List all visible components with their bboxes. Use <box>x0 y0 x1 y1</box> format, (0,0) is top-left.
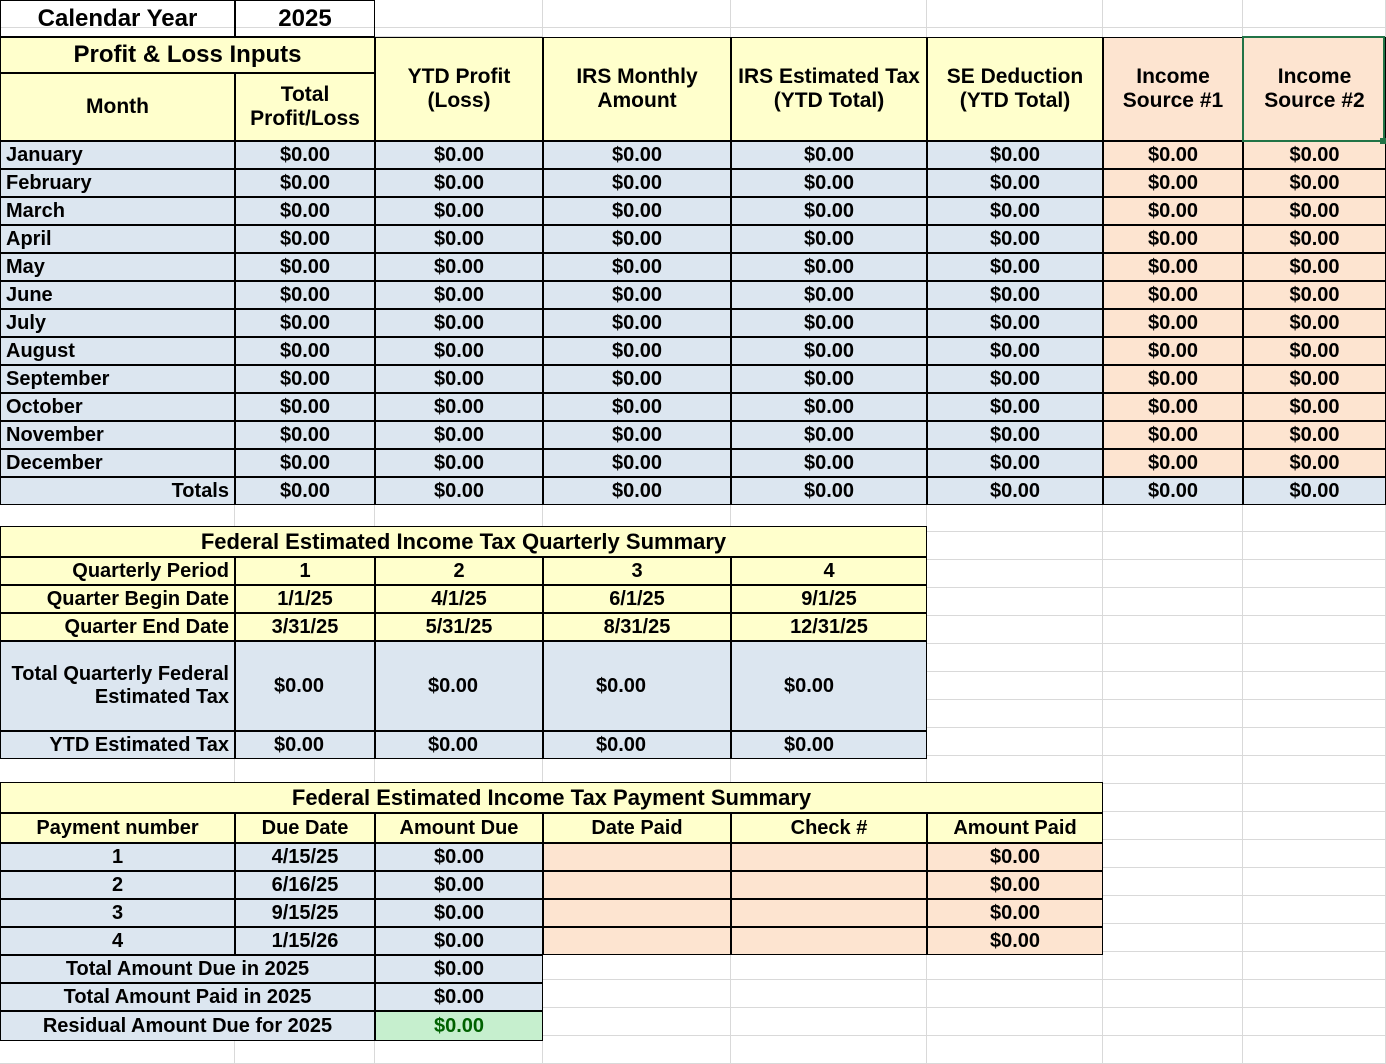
irs-estimated-cell[interactable]: $0.00 <box>731 197 927 225</box>
income-source-2-cell[interactable]: $0.00 <box>1243 449 1386 477</box>
ytd-profit-cell[interactable]: $0.00 <box>375 281 543 309</box>
amount-paid-cell[interactable]: $0.00 <box>927 871 1103 899</box>
month-label: September <box>0 365 235 393</box>
empty-cell[interactable] <box>543 756 731 784</box>
ytd-profit-cell[interactable]: $0.00 <box>375 309 543 337</box>
irs-monthly-cell[interactable]: $0.00 <box>543 141 731 169</box>
income-source-1-cell[interactable]: $0.00 <box>1103 169 1243 197</box>
se-deduction-cell[interactable]: $0.00 <box>927 393 1103 421</box>
se-deduction-cell[interactable]: $0.00 <box>927 449 1103 477</box>
irs-monthly-cell[interactable]: $0.00 <box>543 281 731 309</box>
income-source-2-cell[interactable]: $0.00 <box>1243 281 1386 309</box>
quarter-end-date-cell[interactable]: 3/31/25 <box>235 613 375 641</box>
payment-number-header: Payment number <box>0 813 235 843</box>
quarterly-total-tax-cell[interactable]: $0.00 <box>235 641 375 731</box>
ytd-estimated-tax-cell[interactable]: $0.00 <box>543 731 731 759</box>
payment-number-cell[interactable]: 3 <box>0 899 235 927</box>
empty-cell[interactable] <box>1243 1036 1386 1064</box>
pl-inputs-title: Profit & Loss Inputs <box>0 37 375 73</box>
irs-estimated-cell[interactable]: $0.00 <box>731 281 927 309</box>
check-number-cell[interactable] <box>731 899 927 927</box>
income-source-1-cell[interactable]: $0.00 <box>1103 365 1243 393</box>
total-due-value[interactable]: $0.00 <box>375 955 543 983</box>
empty-cell[interactable] <box>927 560 1103 588</box>
irs-monthly-header: IRS Monthly Amount <box>543 37 731 141</box>
ytd-profit-cell[interactable]: $0.00 <box>375 393 543 421</box>
income-source-2-cell[interactable]: $0.00 <box>1243 365 1386 393</box>
amount-due-cell[interactable]: $0.00 <box>375 871 543 899</box>
ytd-profit-cell[interactable]: $0.00 <box>375 449 543 477</box>
date-paid-cell[interactable] <box>543 899 731 927</box>
irs-monthly-cell[interactable]: $0.00 <box>543 337 731 365</box>
empty-cell[interactable] <box>927 980 1103 1008</box>
quarterly-period-cell[interactable]: 3 <box>543 557 731 585</box>
empty-cell[interactable] <box>1243 952 1386 980</box>
empty-cell[interactable] <box>543 1008 731 1036</box>
empty-cell[interactable] <box>1243 504 1386 532</box>
month-label: May <box>0 253 235 281</box>
irs-estimated-cell[interactable]: $0.00 <box>731 337 927 365</box>
empty-cell[interactable] <box>731 952 927 980</box>
ytd-estimated-tax-cell[interactable]: $0.00 <box>375 731 543 759</box>
irs-monthly-cell[interactable]: $0.00 <box>543 393 731 421</box>
irs-monthly-cell[interactable]: $0.00 <box>543 225 731 253</box>
empty-cell[interactable] <box>1103 532 1243 560</box>
due-date-cell[interactable]: 9/15/25 <box>235 899 375 927</box>
quarter-begin-date-cell[interactable]: 6/1/25 <box>543 585 731 613</box>
irs-estimated-cell[interactable]: $0.00 <box>731 421 927 449</box>
quarter-begin-date-cell[interactable]: 1/1/25 <box>235 585 375 613</box>
empty-cell[interactable] <box>731 756 927 784</box>
total-pl-total[interactable]: $0.00 <box>235 477 375 505</box>
empty-cell[interactable] <box>1103 756 1243 784</box>
irs-estimated-cell[interactable]: $0.00 <box>731 365 927 393</box>
ytd-profit-header: YTD Profit (Loss) <box>375 37 543 141</box>
irs-estimated-cell[interactable]: $0.00 <box>731 225 927 253</box>
empty-cell[interactable] <box>1103 0 1243 28</box>
income-source-1-cell[interactable]: $0.00 <box>1103 281 1243 309</box>
empty-cell[interactable] <box>1243 868 1386 896</box>
empty-cell[interactable] <box>1103 896 1243 924</box>
amount-due-cell[interactable]: $0.00 <box>375 899 543 927</box>
amount-due-header: Amount Due <box>375 813 543 843</box>
quarterly-summary-title: Federal Estimated Income Tax Quarterly Summary <box>0 526 927 557</box>
empty-cell[interactable] <box>1243 644 1386 672</box>
empty-cell[interactable] <box>543 1036 731 1064</box>
se-deduction-cell[interactable]: $0.00 <box>927 337 1103 365</box>
amount-due-cell[interactable]: $0.00 <box>375 843 543 871</box>
income-source-2-cell[interactable]: $0.00 <box>1243 421 1386 449</box>
empty-cell[interactable] <box>927 1008 1103 1036</box>
quarterly-period-cell[interactable]: 1 <box>235 557 375 585</box>
ytd-profit-cell[interactable]: $0.00 <box>375 197 543 225</box>
irs-estimated-cell[interactable]: $0.00 <box>731 141 927 169</box>
month-label: August <box>0 337 235 365</box>
income-source-1-cell[interactable]: $0.00 <box>1103 309 1243 337</box>
check-number-header: Check # <box>731 813 927 843</box>
empty-cell[interactable] <box>1103 616 1243 644</box>
amount-paid-header: Amount Paid <box>927 813 1103 843</box>
total-pl-cell[interactable]: $0.00 <box>235 421 375 449</box>
empty-cell[interactable] <box>375 756 543 784</box>
irs-monthly-cell[interactable]: $0.00 <box>543 197 731 225</box>
quarterly-total-tax-cell[interactable]: $0.00 <box>731 641 927 731</box>
income-source-1-cell[interactable]: $0.00 <box>1103 197 1243 225</box>
empty-cell[interactable] <box>1243 532 1386 560</box>
due-date-cell[interactable]: 4/15/25 <box>235 843 375 871</box>
due-date-header: Due Date <box>235 813 375 843</box>
income-source-2-cell[interactable]: $0.00 <box>1243 309 1386 337</box>
calendar-year-value[interactable]: 2025 <box>235 0 375 37</box>
empty-cell[interactable] <box>1103 504 1243 532</box>
total-pl-cell[interactable]: $0.00 <box>235 253 375 281</box>
empty-cell[interactable] <box>1243 756 1386 784</box>
amount-paid-cell[interactable]: $0.00 <box>927 899 1103 927</box>
date-paid-header: Date Paid <box>543 813 731 843</box>
ytd-profit-cell[interactable]: $0.00 <box>375 225 543 253</box>
ytd-profit-cell[interactable]: $0.00 <box>375 169 543 197</box>
date-paid-cell[interactable] <box>543 871 731 899</box>
check-number-cell[interactable] <box>731 843 927 871</box>
empty-cell[interactable] <box>1243 784 1386 812</box>
empty-cell[interactable] <box>927 952 1103 980</box>
total-pl-cell[interactable]: $0.00 <box>235 141 375 169</box>
empty-cell[interactable] <box>1103 784 1243 812</box>
ytd-profit-cell[interactable]: $0.00 <box>375 337 543 365</box>
month-label: April <box>0 225 235 253</box>
empty-cell[interactable] <box>927 504 1103 532</box>
income-source-2-cell[interactable]: $0.00 <box>1243 141 1386 169</box>
quarter-end-date-cell[interactable]: 12/31/25 <box>731 613 927 641</box>
empty-cell[interactable] <box>1243 980 1386 1008</box>
quarter-begin-date-cell[interactable]: 9/1/25 <box>731 585 927 613</box>
se-deduction-total[interactable]: $0.00 <box>927 477 1103 505</box>
empty-cell[interactable] <box>1243 1008 1386 1036</box>
payment-summary-title: Federal Estimated Income Tax Payment Summary <box>0 782 1103 813</box>
fill-handle[interactable] <box>1380 138 1386 144</box>
irs-estimated-cell[interactable]: $0.00 <box>731 393 927 421</box>
empty-cell[interactable] <box>731 1008 927 1036</box>
income-source-1-total[interactable]: $0.00 <box>1103 477 1243 505</box>
irs-estimated-total[interactable]: $0.00 <box>731 477 927 505</box>
irs-monthly-cell[interactable]: $0.00 <box>543 365 731 393</box>
ytd-estimated-tax-label: YTD Estimated Tax <box>0 731 235 759</box>
empty-cell[interactable] <box>1103 672 1243 700</box>
ytd-estimated-tax-cell[interactable]: $0.00 <box>235 731 375 759</box>
income-source-1-header: Income Source #1 <box>1103 37 1243 141</box>
empty-cell[interactable] <box>375 0 543 37</box>
empty-cell[interactable] <box>1243 896 1386 924</box>
empty-cell[interactable] <box>1103 700 1243 728</box>
empty-cell[interactable] <box>927 728 1103 756</box>
income-source-1-cell[interactable]: $0.00 <box>1103 225 1243 253</box>
income-source-2-cell[interactable]: $0.00 <box>1243 169 1386 197</box>
empty-cell[interactable] <box>1103 952 1243 980</box>
income-source-2-cell[interactable]: $0.00 <box>1243 393 1386 421</box>
irs-estimated-header: IRS Estimated Tax (YTD Total) <box>731 37 927 141</box>
month-label: June <box>0 281 235 309</box>
amount-paid-cell[interactable]: $0.00 <box>927 843 1103 871</box>
due-date-cell[interactable]: 6/16/25 <box>235 871 375 899</box>
empty-cell[interactable] <box>1243 924 1386 952</box>
irs-monthly-cell[interactable]: $0.00 <box>543 421 731 449</box>
empty-cell[interactable] <box>731 980 927 1008</box>
month-label: March <box>0 197 235 225</box>
empty-cell[interactable] <box>1103 1036 1243 1064</box>
total-due-label: Total Amount Due in 2025 <box>0 955 375 983</box>
empty-cell[interactable] <box>1243 588 1386 616</box>
empty-cell[interactable] <box>927 700 1103 728</box>
irs-estimated-cell[interactable]: $0.00 <box>731 169 927 197</box>
se-deduction-cell[interactable]: $0.00 <box>927 421 1103 449</box>
empty-cell[interactable] <box>927 616 1103 644</box>
quarterly-period-cell[interactable]: 4 <box>731 557 927 585</box>
empty-cell[interactable] <box>927 672 1103 700</box>
ytd-profit-cell[interactable]: $0.00 <box>375 421 543 449</box>
irs-monthly-total[interactable]: $0.00 <box>543 477 731 505</box>
total-pl-cell[interactable]: $0.00 <box>235 309 375 337</box>
irs-estimated-cell[interactable]: $0.00 <box>731 449 927 477</box>
empty-cell[interactable] <box>927 0 1103 28</box>
empty-cell[interactable] <box>1103 924 1243 952</box>
income-source-2-cell[interactable]: $0.00 <box>1243 253 1386 281</box>
quarterly-total-tax-cell[interactable]: $0.00 <box>375 641 543 731</box>
empty-cell[interactable] <box>1243 0 1386 28</box>
empty-cell[interactable] <box>1243 672 1386 700</box>
se-deduction-cell[interactable]: $0.00 <box>927 309 1103 337</box>
empty-cell[interactable] <box>235 756 375 784</box>
month-label: December <box>0 449 235 477</box>
income-source-2-total[interactable]: $0.00 <box>1243 477 1386 505</box>
income-source-2-cell[interactable]: $0.00 <box>1243 225 1386 253</box>
se-deduction-cell[interactable]: $0.00 <box>927 197 1103 225</box>
quarterly-total-tax-cell[interactable]: $0.00 <box>543 641 731 731</box>
calendar-year-label: Calendar Year <box>0 0 235 37</box>
total-pl-cell[interactable]: $0.00 <box>235 393 375 421</box>
ytd-profit-cell[interactable]: $0.00 <box>375 253 543 281</box>
month-label: January <box>0 141 235 169</box>
payment-number-cell[interactable]: 1 <box>0 843 235 871</box>
income-source-2-header: Income Source #2 <box>1243 37 1386 141</box>
empty-cell[interactable] <box>0 756 235 784</box>
date-paid-cell[interactable] <box>543 843 731 871</box>
income-source-1-cell[interactable]: $0.00 <box>1103 449 1243 477</box>
due-date-cell[interactable]: 1/15/26 <box>235 927 375 955</box>
total-pl-cell[interactable]: $0.00 <box>235 169 375 197</box>
quarterly-total-tax-label: Total Quarterly Federal Estimated Tax <box>0 641 235 731</box>
residual-value[interactable]: $0.00 <box>375 1011 543 1041</box>
irs-monthly-cell[interactable]: $0.00 <box>543 309 731 337</box>
month-label: July <box>0 309 235 337</box>
total-paid-label: Total Amount Paid in 2025 <box>0 983 375 1011</box>
irs-monthly-cell[interactable]: $0.00 <box>543 253 731 281</box>
residual-label: Residual Amount Due for 2025 <box>0 1011 375 1041</box>
empty-cell[interactable] <box>1103 1008 1243 1036</box>
total-pl-cell[interactable]: $0.00 <box>235 449 375 477</box>
se-deduction-header: SE Deduction (YTD Total) <box>927 37 1103 141</box>
month-label: February <box>0 169 235 197</box>
empty-cell[interactable] <box>731 0 927 28</box>
month-header: Month <box>0 73 235 141</box>
date-paid-cell[interactable] <box>543 927 731 955</box>
amount-due-cell[interactable]: $0.00 <box>375 927 543 955</box>
empty-cell[interactable] <box>1103 644 1243 672</box>
irs-estimated-cell[interactable]: $0.00 <box>731 253 927 281</box>
se-deduction-cell[interactable]: $0.00 <box>927 169 1103 197</box>
amount-paid-cell[interactable]: $0.00 <box>927 927 1103 955</box>
ytd-estimated-tax-cell[interactable]: $0.00 <box>731 731 927 759</box>
totals-label: Totals <box>0 477 235 505</box>
se-deduction-cell[interactable]: $0.00 <box>927 253 1103 281</box>
se-deduction-cell[interactable]: $0.00 <box>927 281 1103 309</box>
empty-cell[interactable] <box>731 1036 927 1064</box>
quarter-begin-date-cell[interactable]: 4/1/25 <box>375 585 543 613</box>
income-source-1-cell[interactable]: $0.00 <box>1103 337 1243 365</box>
empty-cell[interactable] <box>1103 812 1243 840</box>
empty-cell[interactable] <box>927 1036 1103 1064</box>
empty-cell[interactable] <box>1243 560 1386 588</box>
empty-cell[interactable] <box>927 644 1103 672</box>
total-pl-cell[interactable]: $0.00 <box>235 281 375 309</box>
total-pl-cell[interactable]: $0.00 <box>235 365 375 393</box>
empty-cell[interactable] <box>927 588 1103 616</box>
se-deduction-cell[interactable]: $0.00 <box>927 225 1103 253</box>
empty-cell[interactable] <box>543 0 731 28</box>
income-source-2-cell[interactable]: $0.00 <box>1243 197 1386 225</box>
irs-estimated-cell[interactable]: $0.00 <box>731 309 927 337</box>
empty-cell[interactable] <box>1243 728 1386 756</box>
empty-cell[interactable] <box>927 532 1103 560</box>
income-source-1-cell[interactable]: $0.00 <box>1103 253 1243 281</box>
empty-cell[interactable] <box>1103 728 1243 756</box>
empty-cell[interactable] <box>543 980 731 1008</box>
payment-number-cell[interactable]: 2 <box>0 871 235 899</box>
ytd-profit-cell[interactable]: $0.00 <box>375 141 543 169</box>
total-paid-value[interactable]: $0.00 <box>375 983 543 1011</box>
total-pl-cell[interactable]: $0.00 <box>235 225 375 253</box>
irs-monthly-cell[interactable]: $0.00 <box>543 449 731 477</box>
quarter-end-date-cell[interactable]: 5/31/25 <box>375 613 543 641</box>
income-source-1-cell[interactable]: $0.00 <box>1103 421 1243 449</box>
empty-cell[interactable] <box>927 756 1103 784</box>
ytd-profit-total[interactable]: $0.00 <box>375 477 543 505</box>
ytd-profit-cell[interactable]: $0.00 <box>375 365 543 393</box>
quarter-begin-date-label: Quarter Begin Date <box>0 585 235 613</box>
empty-cell[interactable] <box>1103 980 1243 1008</box>
check-number-cell[interactable] <box>731 871 927 899</box>
empty-cell[interactable] <box>1243 616 1386 644</box>
empty-cell[interactable] <box>1103 588 1243 616</box>
income-source-2-cell[interactable]: $0.00 <box>1243 337 1386 365</box>
quarterly-period-label: Quarterly Period <box>0 557 235 585</box>
income-source-1-cell[interactable]: $0.00 <box>1103 141 1243 169</box>
empty-cell[interactable] <box>1243 840 1386 868</box>
month-label: November <box>0 421 235 449</box>
quarter-end-date-label: Quarter End Date <box>0 613 235 641</box>
empty-cell[interactable] <box>543 952 731 980</box>
month-label: October <box>0 393 235 421</box>
se-deduction-cell[interactable]: $0.00 <box>927 141 1103 169</box>
income-source-1-cell[interactable]: $0.00 <box>1103 393 1243 421</box>
se-deduction-cell[interactable]: $0.00 <box>927 365 1103 393</box>
payment-number-cell[interactable]: 4 <box>0 927 235 955</box>
empty-cell[interactable] <box>1103 560 1243 588</box>
quarterly-period-cell[interactable]: 2 <box>375 557 543 585</box>
empty-cell[interactable] <box>1243 812 1386 840</box>
check-number-cell[interactable] <box>731 927 927 955</box>
total-pl-cell[interactable]: $0.00 <box>235 337 375 365</box>
irs-monthly-cell[interactable]: $0.00 <box>543 169 731 197</box>
empty-cell[interactable] <box>1243 700 1386 728</box>
quarter-end-date-cell[interactable]: 8/31/25 <box>543 613 731 641</box>
empty-cell[interactable] <box>1103 868 1243 896</box>
total-pl-cell[interactable]: $0.00 <box>235 197 375 225</box>
empty-cell[interactable] <box>1103 840 1243 868</box>
total-pl-header: Total Profit/Loss <box>235 73 375 141</box>
